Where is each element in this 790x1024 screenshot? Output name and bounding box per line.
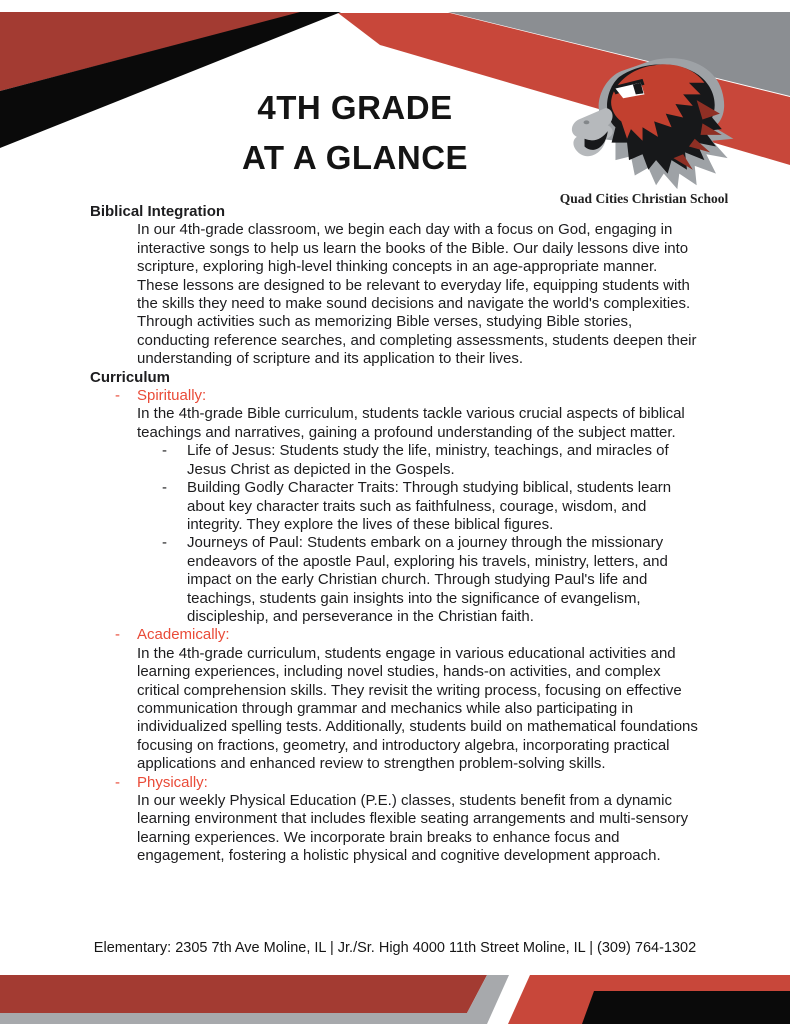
title-line-2: AT A GLANCE [241,139,469,176]
spiritually-paragraph: In the 4th-grade Bible curriculum, students tackle various crucial aspects of biblical teachings and narratives, gaining a profound understanding of the subject matter. [137,405,685,441]
bullet-dash: - [162,479,167,497]
hawk-nostril [584,120,590,124]
bullet-spiritually [115,387,708,626]
bullet-academically [115,626,708,773]
subbullet-character-traits [162,479,695,534]
page-title [140,83,570,183]
bullet-dash: - [115,626,120,644]
bottom-black-shape [582,991,790,1024]
section-heading-curriculum: Curriculum [90,368,171,386]
content [90,203,708,866]
bullet-label-spiritually: Spiritually: [137,387,207,405]
title-line-1: 4TH GRADE [257,89,453,126]
bottom-dark-red-shape [0,975,487,1013]
bullet-dash: - [115,387,120,405]
subbullet-text: Journeys of Paul: Students embark on a journey through the missionary endeavors of the apostle Paul, exploring his travels, ministry, letters, and impact on the early Christian church. Through studying Paul's life and teachings, students gain insights into the significance of evangelism, discipleship, and perseverance in the Christian faith. [187,534,668,625]
section-heading-biblical-integration: Biblical Integration [90,203,226,220]
academically-paragraph: In the 4th-grade curriculum, students engage in various educational activities and learning experiences, including novel studies, hands-on activities, and complex critical comprehension skills. They revisit the writing process, focusing on effective communication through grammar and mechanics while also participating in individualized spelling tests. Additionally, students build on mathematical foundations focusing on fractions, geometry, and introductory algebra, incorporating practical applications and enhanced review to strengthen problem-solving skills. [137,644,698,773]
bullet-dash: - [115,773,120,791]
bullet-label-academically: Academically: [137,626,230,644]
school-logo-hawk-icon [551,46,736,191]
logo-caption: Quad Cities Christian School [559,191,729,206]
biblical-integration-paragraph: In our 4th-grade classroom, we begin each day with a focus on God, engaging in interactive songs to help us learn the books of the Bible. Our daily lessons dive into scripture, exploring high-level thinking concepts in an age-appropriate manner. These lessons are designed to be relevant to everyday life, equipping students with the skills they need to make sound decisions and navigate the world's complexities. Through activities such as memorizing Bible verses, studying Bible stories, conducting reference searches, and completing assessments, students deepen their understanding of scripture and its application to their lives. [137,221,697,368]
subbullet-text: Life of Jesus: Students study the life, ministry, teachings, and miracles of Jesus Christ as depicted in the Gospels. [187,442,669,478]
bullet-physically [115,773,708,866]
bullet-dash: - [162,442,167,460]
bottom-decoration [0,970,790,1024]
subbullet-journeys-of-paul [162,534,695,626]
physically-paragraph: In our weekly Physical Education (P.E.) classes, students benefit from a dynamic learning environment that includes flexible seating arrangements and multi-sensory learning experiences. We incorporate brain breaks to enhance focus and engagement, fostering a holistic physical and cognitive development approach. [137,792,689,865]
subbullet-life-of-jesus [162,442,695,479]
bullet-dash: - [162,534,167,552]
subbullet-text: Building Godly Character Traits: Through studying biblical, students learn about key character traits such as faithfulness, courage, wisdom, and integrity. They explore the lives of these biblical figures. [187,479,672,533]
footer-text: Elementary: 2305 7th Ave Moline, IL | Jr./Sr. High 4000 11th Street Moline, IL | (309) 764-1302 [93,940,697,956]
bullet-label-physically: Physically: [137,773,208,791]
